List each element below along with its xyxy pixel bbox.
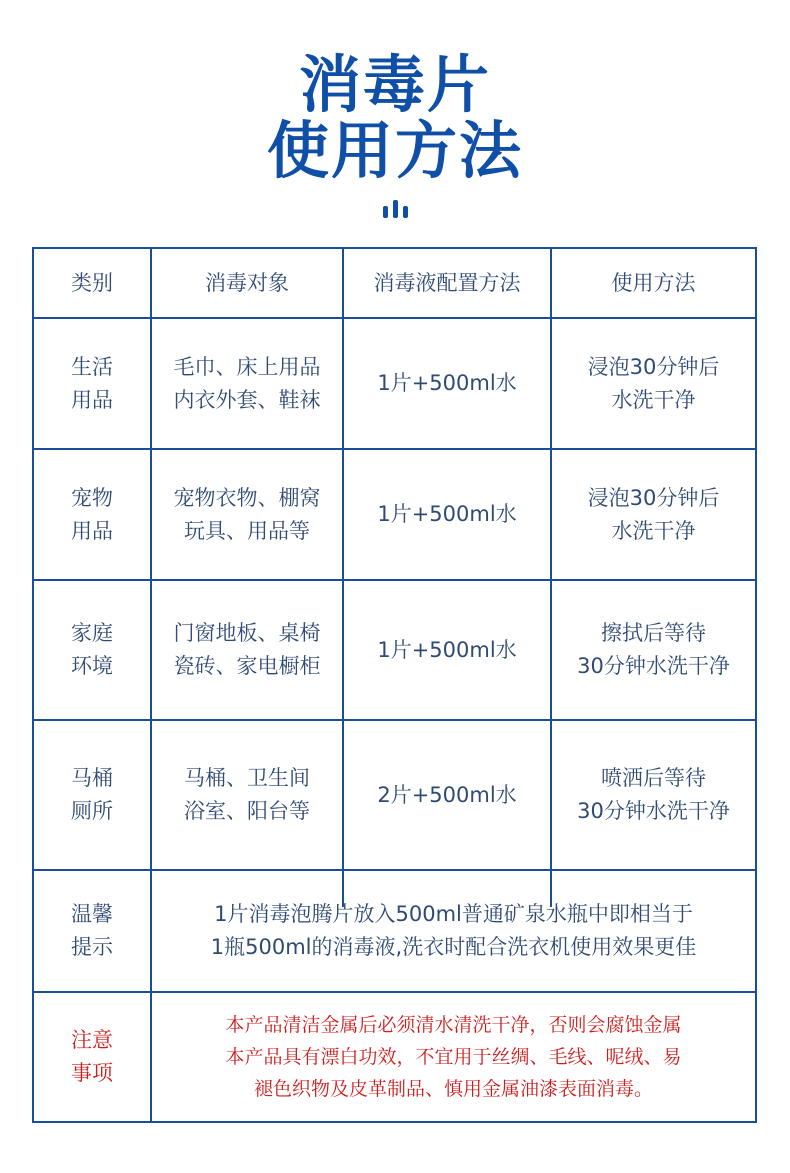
row4-object: 马桶、卫生间 浴室、阳台等: [184, 766, 310, 823]
row1-category: 生活 用品: [71, 354, 113, 412]
row3-usage: 擦拭后等待 30分钟水洗干净: [577, 621, 730, 678]
header-usage: 使用方法: [611, 270, 696, 295]
header-object: 消毒对象: [205, 270, 289, 295]
header-method: 消毒液配置方法: [373, 270, 521, 295]
row2-usage: 浸泡30分钟后 水洗干净: [587, 485, 720, 543]
row1-object: 毛巾、床上用品 内衣外套、鞋袜: [173, 354, 321, 412]
row2-method: 1片+500ml水: [377, 502, 517, 526]
row3-method: 1片+500ml水: [377, 637, 517, 662]
row4-method: 2片+500ml水: [377, 782, 517, 807]
row3-category: 家庭 环境: [71, 621, 113, 678]
row4-category: 马桶 厕所: [71, 766, 113, 823]
tip-text: 1片消毒泡腾片放入500ml普通矿泉水瓶中即相当于 1瓶500ml的消毒液,洗衣时配合洗衣机使用效果更佳: [210, 902, 697, 959]
page-title-line2: 使用方法: [266, 114, 523, 187]
usage-table: [32, 247, 757, 1123]
notice-text: 本产品清洁金属后必须清水清洗干净，否则会腐蚀金属 本产品具有漂白功效，不宜用于丝绸、毛线、呢绒、易 褪色织物及皮革制品、慎用金属油漆表面消毒。: [225, 1014, 682, 1100]
title-decoration-icon: [383, 200, 409, 218]
notice-label: 注意 事项: [71, 1028, 113, 1085]
row1-method: 1片+500ml水: [377, 371, 517, 395]
row2-object: 宠物衣物、棚窝 玩具、用品等: [173, 485, 321, 543]
row4-usage: 喷洒后等待 30分钟水洗干净: [577, 766, 730, 823]
page-title-line1: 消毒片: [298, 48, 491, 121]
row1-usage: 浸泡30分钟后 水洗干净: [587, 354, 720, 412]
tip-label: 温馨 提示: [71, 902, 113, 959]
row3-object: 门窗地板、桌椅 瓷砖、家电橱柜: [173, 621, 321, 678]
row2-category: 宠物 用品: [71, 485, 113, 543]
header-category: 类别: [71, 270, 113, 295]
